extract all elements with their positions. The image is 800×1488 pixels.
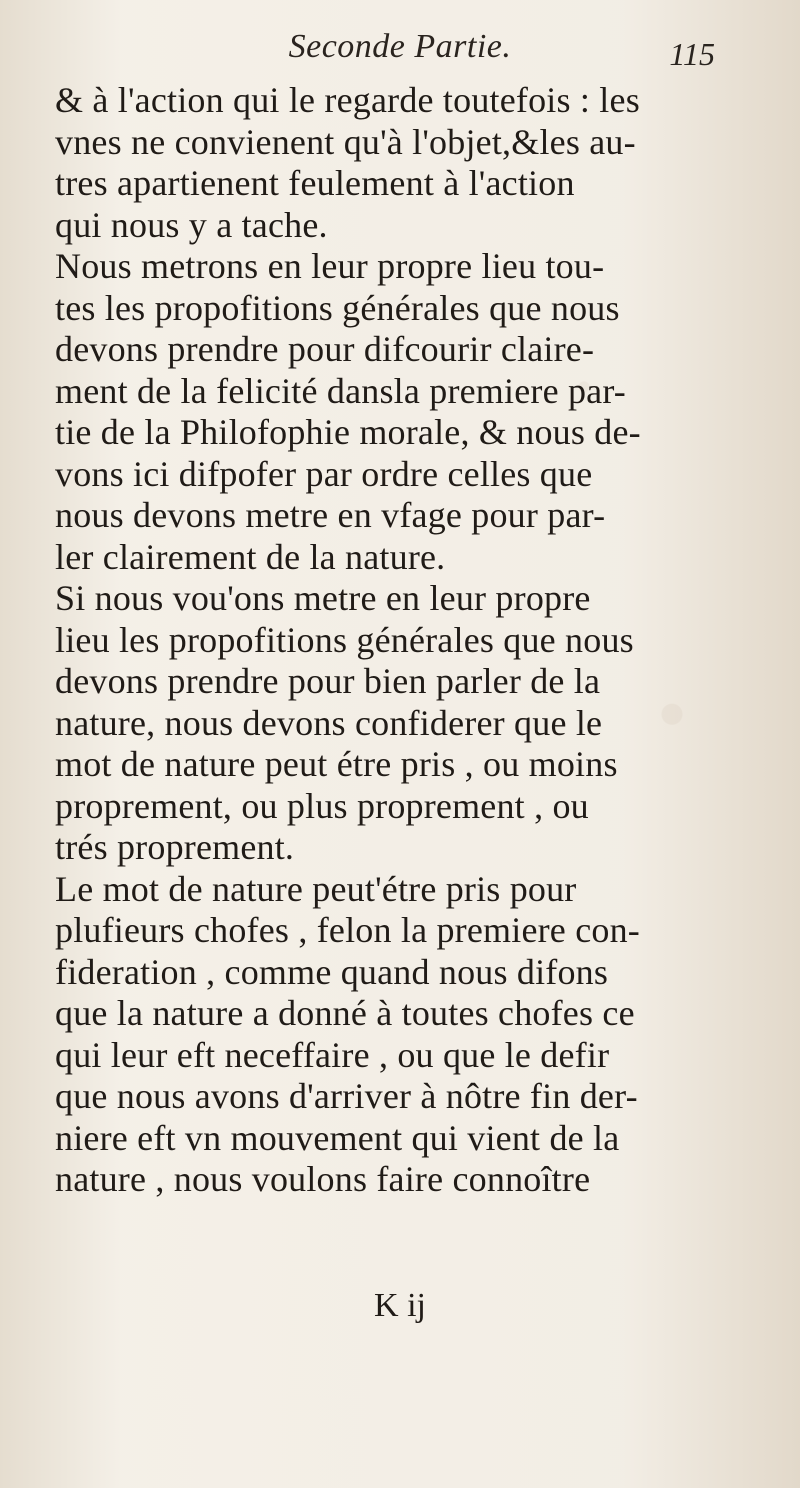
text-line: tes les propofitions générales que nous xyxy=(55,287,620,328)
text-line: qui nous y a tache. xyxy=(55,204,328,245)
text-line: que la nature a donné à toutes chofes ce xyxy=(55,993,635,1033)
text-line: mot de nature peut étre pris , ou moins xyxy=(55,744,618,784)
page-number: 115 xyxy=(669,36,715,72)
page-header xyxy=(0,28,800,84)
text-line: nature, nous devons confiderer que le xyxy=(55,702,603,743)
text-line: Le mot de nature peut'étre pris pour xyxy=(55,868,577,909)
text-line: ler clairement de la nature. xyxy=(55,536,446,577)
text-line: Si nous vou'ons metre en leur propre xyxy=(55,578,591,618)
text-line: niere eft vn mouvement qui vient de la xyxy=(55,1117,620,1158)
text-line: proprement, ou plus proprement , ou xyxy=(55,785,589,826)
text-line: plufieurs chofes , felon la premiere con- xyxy=(55,910,640,950)
signature-mark: K ij xyxy=(374,1287,426,1324)
text-line: fideration , comme quand nous difons xyxy=(55,951,609,992)
text-line: nous devons metre en vfage pour par- xyxy=(55,495,606,535)
text-line: & à l'action qui le regarde toutefois : les xyxy=(55,80,640,120)
text-line: nature , nous voulons faire connoître xyxy=(55,1159,591,1199)
text-line: ment de la felicité dansla premiere par- xyxy=(55,370,626,411)
body-text xyxy=(55,80,745,1201)
running-head: Seconde Partie. xyxy=(288,28,512,65)
text-line: devons prendre pour bien parler de la xyxy=(55,661,601,701)
text-line: tres apartienent feulement à l'action xyxy=(55,163,575,203)
text-line: devons prendre pour difcourir claire- xyxy=(55,329,595,369)
text-line: vnes ne convienent qu'à l'objet,&les au- xyxy=(55,121,636,162)
text-line: que nous avons d'arriver à nôtre fin der- xyxy=(55,1076,638,1116)
text-line: trés proprement. xyxy=(55,827,295,867)
text-line: qui leur eft neceffaire , ou que le defir xyxy=(55,1034,610,1075)
text-line: tie de la Philofophie morale, & nous de- xyxy=(55,412,641,452)
text-line: Nous metrons en leur propre lieu tou- xyxy=(55,246,605,286)
text-line: lieu les propofitions générales que nous xyxy=(55,619,634,660)
text-line: vons ici difpofer par ordre celles que xyxy=(55,453,593,494)
